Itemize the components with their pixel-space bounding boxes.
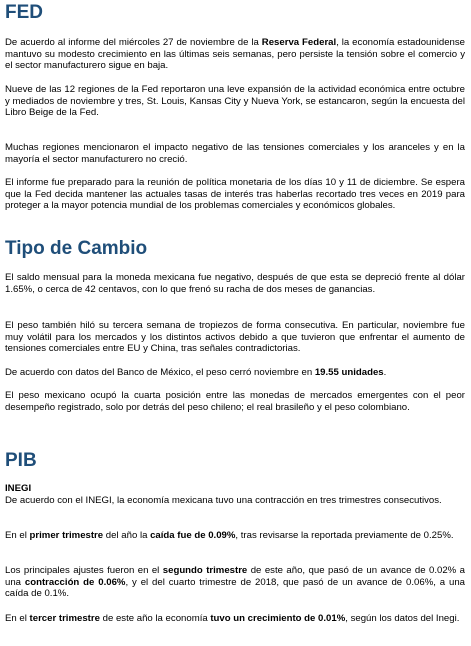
- pib-paragraph-1: De acuerdo con el INEGI, la economía mexicana tuvo una contracción en tres trimestres consecutivos.: [5, 495, 442, 506]
- pib-subheading: INEGI: [5, 483, 32, 494]
- pib-paragraph-2: En el primer trimestre del año la caída fue de 0.09%, tras revisarse la reportada previamente de 0.25%.: [5, 530, 454, 541]
- section-title-pib: PIB: [5, 450, 37, 471]
- fed-paragraph-4: El informe fue preparado para la reunión de política monetaria de los días 10 y 11 de diciembre. Se espera que la Fed decida mantener las actuales tasas de interés tras haberlas recortado tres veces en 2019 para proteger a la mayor potencia mundial de los problemas comerciales y económicos globales.: [5, 177, 465, 212]
- fed-paragraph-2: Nueve de las 12 regiones de la Fed reportaron una leve expansión de la actividad económica entre octubre y mediados de noviembre y tres, St. Louis, Kansas City y Nueva York, se estancaron, según la encuesta del Libro Beige de la Fed.: [5, 84, 465, 119]
- fed-paragraph-3: Muchas regiones mencionaron el impacto negativo de las tensiones comerciales y los aranceles y en la mayoría el sector manufacturero no creció.: [5, 142, 465, 165]
- fed-paragraph-1: De acuerdo al informe del miércoles 27 de noviembre de la Reserva Federal, la economía estadounidense mantuvo su modesto crecimiento en las últimas seis semanas, pero persiste la tensión sobre el comercio y el sector manufacturero sigue en baja.: [5, 37, 465, 72]
- tc-paragraph-1: El saldo mensual para la moneda mexicana fue negativo, después de que esta se depreció frente al dólar 1.65%, o cerca de 42 centavos, con lo que frenó su racha de dos meses de ganancias.: [5, 272, 465, 295]
- tc-paragraph-3: De acuerdo con datos del Banco de México, el peso cerró noviembre en 19.55 unidades.: [5, 367, 387, 378]
- section-title-fed: FED: [5, 2, 43, 23]
- tc-paragraph-4: El peso mexicano ocupó la cuarta posición entre las monedas de mercados emergentes con el peor desempeño registrado, solo por detrás del peso chileno; el real brasileño y el peso colombiano.: [5, 390, 465, 413]
- section-title-tipo-de-cambio: Tipo de Cambio: [5, 238, 148, 259]
- tc-paragraph-2: El peso también hiló su tercera semana de tropiezos de forma consecutiva. En particular, noviembre fue muy volátil para los mercados y los distintos activos debido a que tuvieron que enfrentar el aumento de tensiones comerciales entre EU y China, tras señales contradictorias.: [5, 320, 465, 355]
- pib-paragraph-3: Los principales ajustes fueron en el segundo trimestre de este año, que pasó de un avance de 0.02% a una contracción de 0.06%, y el del cuarto trimestre de 2018, que pasó de un avance de 0.06%, a una caída de 0.1%.: [5, 565, 465, 600]
- pib-paragraph-4: En el tercer trimestre de este año la economía tuvo un crecimiento de 0.01%, según los datos del Inegi.: [5, 613, 460, 624]
